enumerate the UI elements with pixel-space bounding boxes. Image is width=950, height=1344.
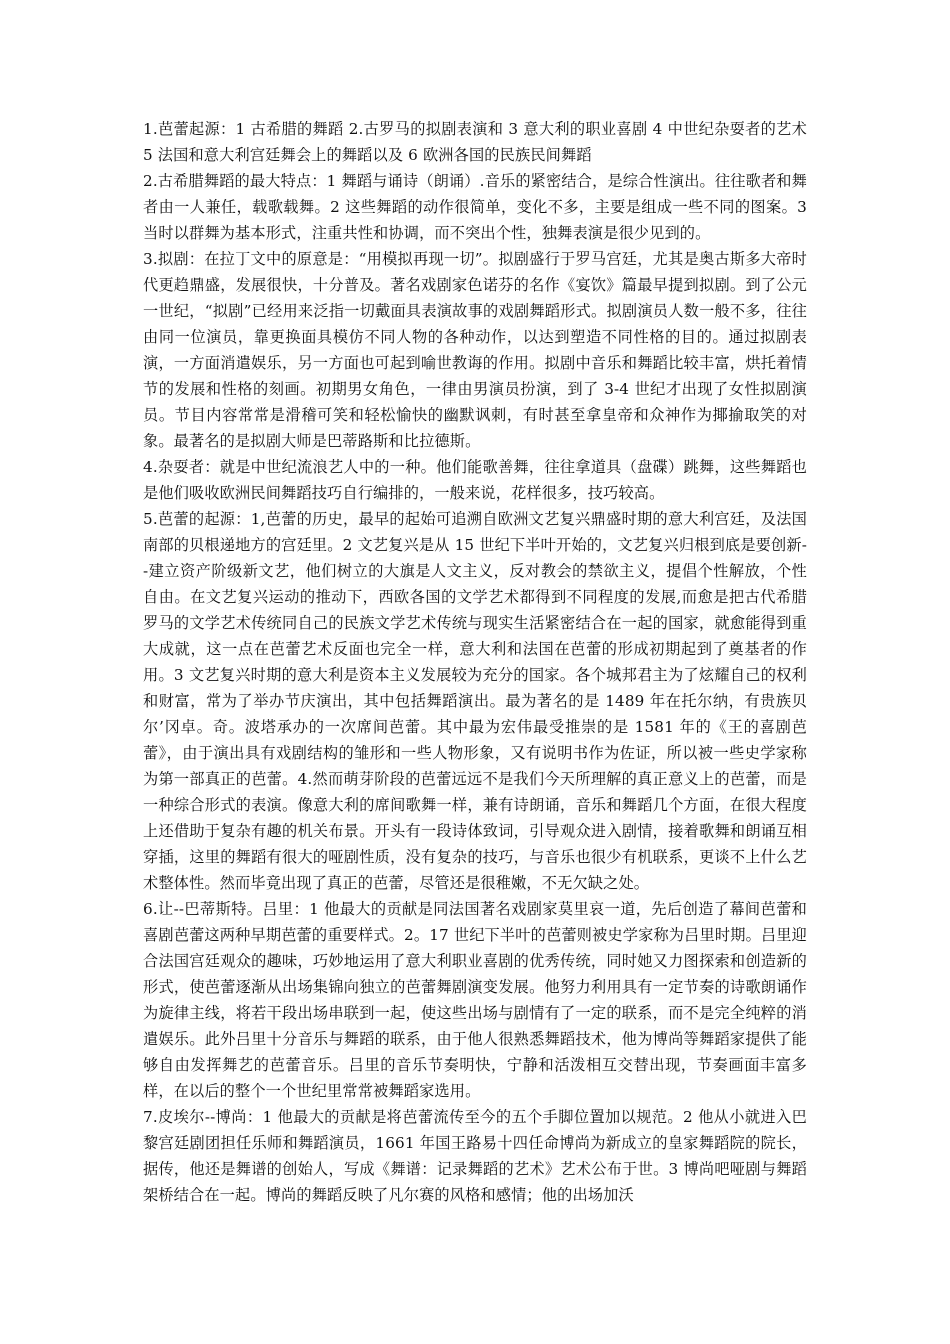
paragraph-greek-dance: 2.古希腊舞蹈的最大特点：1 舞蹈与诵诗（朗诵）.音乐的紧密结合，是综合性演出。往往歌者和舞者由一人兼任，载歌载舞。2 这些舞蹈的动作很简单，变化不多，主要是组成一些不同的图案。3 当时以群舞为基本形式，注重共性和协调，而不突出个性，独舞表演是很少见到的。 xyxy=(143,172,807,242)
paragraph-mime-drama: 3.拟剧：在拉丁文中的原意是：“用模拟再现一切”。拟剧盛行于罗马宫廷，尤其是奥古斯多大帝时代更趋鼎盛，发展很快，十分普及。著名戏剧家色诺芬的名作《宴饮》篇最早提到拟剧。到了公元一世纪，“拟剧”已经用来泛指一切戴面具表演故事的戏剧舞蹈形式。拟剧演员人数一般不多，往往由同一位演员，靠更换面具模仿不同人物的各种动作，以达到塑造不同性格的目的。通过拟剧表演，一方面消遣娱乐，另一方面也可起到喻世教诲的作用。拟剧中音乐和舞蹈比较丰富，烘托着情节的发展和性格的刻画。初期男女角色，一律由男演员扮演，到了 3-4 世纪才出现了女性拟剧演员。节目内容常常是滑稽可笑和轻松愉快的幽默讽刺，有时甚至拿皇帝和众神作为揶揄取笑的对象。最著名的是拟剧大师是巴蒂路斯和比拉德斯。 xyxy=(143,250,807,450)
paragraph-beauchamp: 7.皮埃尔--博尚：1 他最大的贡献是将芭蕾流传至今的五个手脚位置加以规范。2 他从小就进入巴黎宫廷剧团担任乐师和舞蹈演员，1661 年国王路易十四任命博尚为新成立的皇家舞蹈院的院长，据传，他还是舞谱的创始人，写成《舞谱：记录舞蹈的艺术》艺术公布于世。3 博尚吧哑剧与舞蹈架桥结合在一起。博尚的舞蹈反映了凡尔赛的风格和感情；他的出场加沃 xyxy=(143,1108,807,1204)
document-page xyxy=(143,116,807,1208)
paragraph-lully: 6.让--巴蒂斯特。吕里：1 他最大的贡献是同法国著名戏剧家莫里哀一道，先后创造了幕间芭蕾和喜剧芭蕾这两种早期芭蕾的重要样式。2。17 世纪下半叶的芭蕾则被史学家称为吕里时期。吕里迎合法国宫廷观众的趣味，巧妙地运用了意大利职业喜剧的优秀传统，同时她又力图探索和创造新的形式，使芭蕾逐渐从出场集锦向独立的芭蕾舞剧演变发展。他努力利用具有一定节奏的诗歌朗诵作为旋律主线，将若干段出场串联到一起，使这些出场与剧情有了一定的联系，而不是完全纯粹的消遣娱乐。此外吕里十分音乐与舞蹈的联系，由于他人很熟悉舞蹈技术，他为博尚等舞蹈家提供了能够自由发挥舞艺的芭蕾音乐。吕里的音乐节奏明快，宁静和活泼相互交替出现，节奏画面丰富多样，在以后的整个一个世纪里常常被舞蹈家选用。 xyxy=(143,900,807,1100)
paragraph-ballet-origins: 1.芭蕾起源：1 古希腊的舞蹈 2.古罗马的拟剧表演和 3 意大利的职业喜剧 4 中世纪杂耍者的艺术 5 法国和意大利宫廷舞会上的舞蹈以及 6 欧洲各国的民族民间舞蹈 xyxy=(143,120,807,164)
paragraph-jugglers: 4.杂耍者：就是中世纪流浪艺人中的一种。他们能歌善舞，往往拿道具（盘碟）跳舞，这些舞蹈也是他们吸收欧洲民间舞蹈技巧自行编排的，一般来说，花样很多，技巧较高。 xyxy=(143,458,807,502)
paragraph-ballet-rise: 5.芭蕾的起源：1,芭蕾的历史，最早的起始可追溯自欧洲文艺复兴鼎盛时期的意大利宫廷，及法国南部的贝根递地方的宫廷里。2 文艺复兴是从 15 世纪下半叶开始的，文艺复兴归根到底是要创新--建立资产阶级新文艺，他们树立的大旗是人文主义，反对教会的禁欲主义，提倡个性解放，个性自由。在文艺复兴运动的推动下，西欧各国的文学艺术都得到不同程度的发展,而愈是把古代希腊罗马的文学艺术传统同自己的民族文学艺术传统与现实生活紧密结合在一起的国家，就愈能得到重大成就，这一点在芭蕾艺术反面也完全一样，意大利和法国在芭蕾的形成初期起到了奠基者的作用。3 文艺复兴时期的意大利是资本主义发展较为充分的国家。各个城邦君主为了炫耀自己的权利和财富，常为了举办节庆演出，其中包括舞蹈演出。最为著名的是 1489 年在托尔纳，有贵族贝尔’冈卓。奇。波塔承办的一次席间芭蕾。其中最为宏伟最受推崇的是 1581 年的《王的喜剧芭蕾》，由于演出具有戏剧结构的雏形和一些人物形象，又有说明书作为佐证，所以被一些史学家称为第一部真正的芭蕾。4.然而萌芽阶段的芭蕾远远不是我们今天所理解的真正意义上的芭蕾，而是一种综合形式的表演。像意大利的席间歌舞一样，兼有诗朗诵，音乐和舞蹈几个方面，在很大程度上还借助于复杂有趣的机关布景。开头有一段诗体致词，引导观众进入剧情，接着歌舞和朗诵互相穿插，这里的舞蹈有很大的哑剧性质，没有复杂的技巧，与音乐也很少有机联系，更谈不上什么艺术整体性。然而毕竟出现了真正的芭蕾，尽管还是很稚嫩，不无欠缺之处。 xyxy=(143,510,807,892)
